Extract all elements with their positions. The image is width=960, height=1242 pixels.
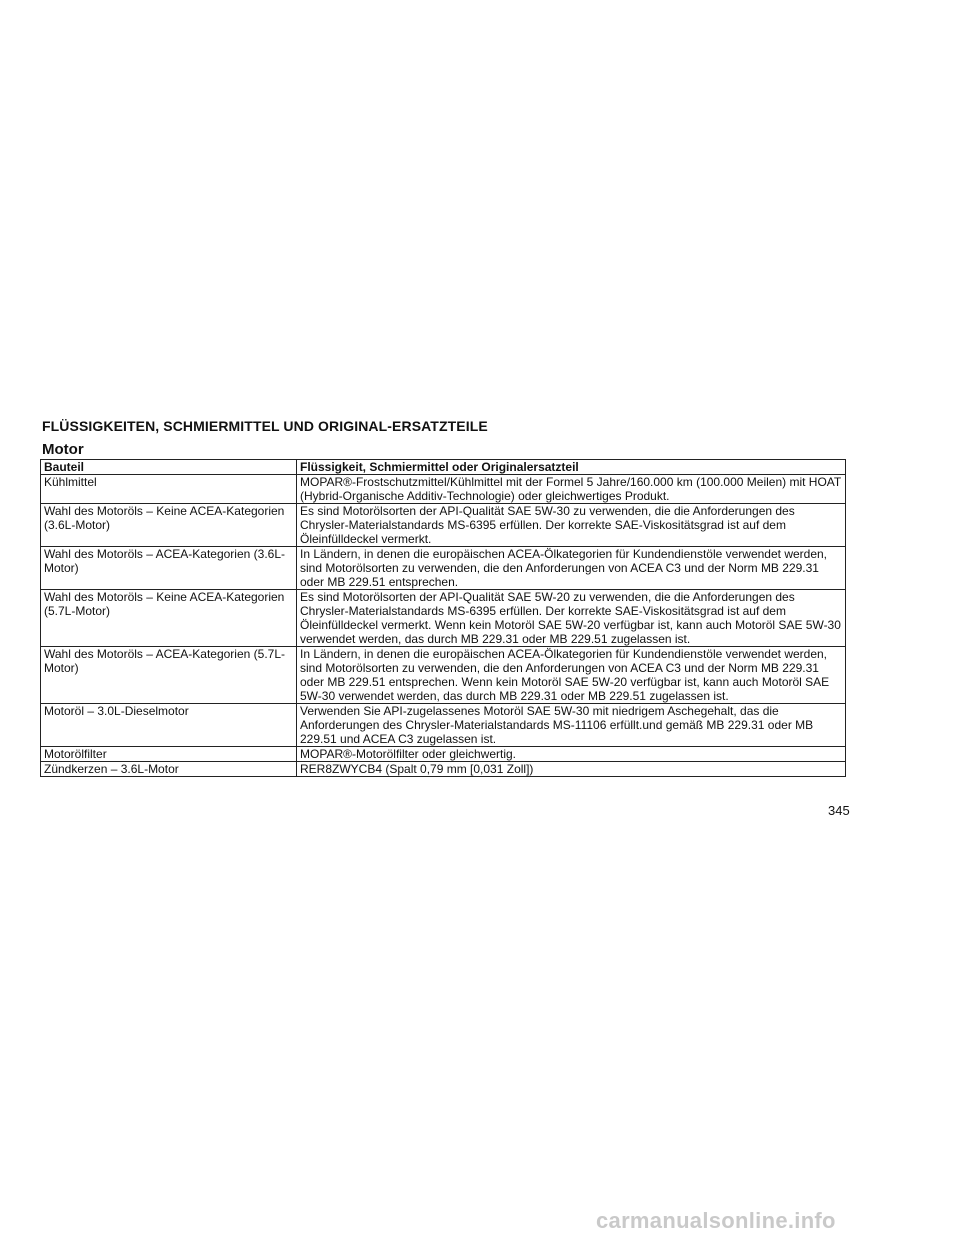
table-row <box>41 590 846 647</box>
table-row <box>41 762 846 777</box>
column-header-component: Bauteil <box>41 460 297 475</box>
table-header-row <box>41 460 846 475</box>
component-cell: Motorölfilter <box>41 747 297 762</box>
spec-cell: Es sind Motorölsorten der API-Qualität SAE 5W-30 zu verwenden, die die Anforderungen des Chrysler-Materialstandards MS-6395 erfüllen. Der korrekte SAE-Viskositätsgrad ist auf dem Öleinfülldeckel vermerkt. <box>297 504 846 547</box>
table-row <box>41 747 846 762</box>
component-cell: Motoröl – 3.0L-Dieselmotor <box>41 704 297 747</box>
spec-cell: Es sind Motorölsorten der API-Qualität SAE 5W-20 zu verwenden, die die Anforderungen des Chrysler-Materialstandards MS-6395 erfüllen. Der korrekte SAE-Viskositätsgrad ist auf dem Öleinfülldeckel vermerkt. Wenn kein Motoröl SAE 5W-20 verfügbar ist, kann auch Motoröl SAE 5W-30 verwendet werden, das durch MB 229.31 oder MB 229.51 zugelassen ist. <box>297 590 846 647</box>
table-row <box>41 475 846 504</box>
spec-cell: MOPAR®-Motorölfilter oder gleichwertig. <box>297 747 846 762</box>
component-cell: Wahl des Motoröls – Keine ACEA-Kategorien (3.6L-Motor) <box>41 504 297 547</box>
page-number: 345 <box>828 803 850 818</box>
component-cell: Zündkerzen – 3.6L-Motor <box>41 762 297 777</box>
column-header-spec: Flüssigkeit, Schmiermittel oder Originalersatzteil <box>297 460 846 475</box>
spec-cell: In Ländern, in denen die europäischen ACEA-Ölkategorien für Kundendienstöle verwendet werden, sind Motorölsorten zu verwenden, die den Anforderungen von ACEA C3 und der Norm MB 229.31 oder MB 229.51 entsprechen. Wenn kein Motoröl SAE 5W-20 verfügbar ist, kann auch Motoröl SAE 5W-30 verwendet werden, das durch MB 229.31 oder MB 229.51 zugelassen ist. <box>297 647 846 704</box>
component-cell: Wahl des Motoröls – Keine ACEA-Kategorien (5.7L-Motor) <box>41 590 297 647</box>
component-cell: Wahl des Motoröls – ACEA-Kategorien (5.7L-Motor) <box>41 647 297 704</box>
watermark-text: carmanualsonline.info <box>596 1208 836 1233</box>
section-title: FLÜSSIGKEITEN, SCHMIERMITTEL UND ORIGINAL-ERSATZTEILE <box>42 418 488 434</box>
table-row <box>41 547 846 590</box>
component-cell: Kühlmittel <box>41 475 297 504</box>
spec-cell: RER8ZWYCB4 (Spalt 0,79 mm [0,031 Zoll]) <box>297 762 846 777</box>
spec-cell: MOPAR®-Frostschutzmittel/Kühlmittel mit der Formel 5 Jahre/160.000 km (100.000 Meilen) mit HOAT (Hybrid-Organische Additiv-Technologie) oder gleichwertiges Produkt. <box>297 475 846 504</box>
component-cell: Wahl des Motoröls – ACEA-Kategorien (3.6L-Motor) <box>41 547 297 590</box>
table-row <box>41 647 846 704</box>
fluids-table <box>40 459 846 777</box>
spec-cell: Verwenden Sie API-zugelassenes Motoröl SAE 5W-30 mit niedrigem Aschegehalt, das die Anforderungen des Chrysler-Materialstandards MS-11106 erfüllt.und gemäß MB 229.31 oder MB 229.51 und ACEA C3 zugelassen ist. <box>297 704 846 747</box>
spec-cell: In Ländern, in denen die europäischen ACEA-Ölkategorien für Kundendienstöle verwendet werden, sind Motorölsorten zu verwenden, die den Anforderungen von ACEA C3 und der Norm MB 229.31 oder MB 229.51 entsprechen. <box>297 547 846 590</box>
table-row <box>41 704 846 747</box>
table-row <box>41 504 846 547</box>
subsection-title: Motor <box>42 441 84 458</box>
